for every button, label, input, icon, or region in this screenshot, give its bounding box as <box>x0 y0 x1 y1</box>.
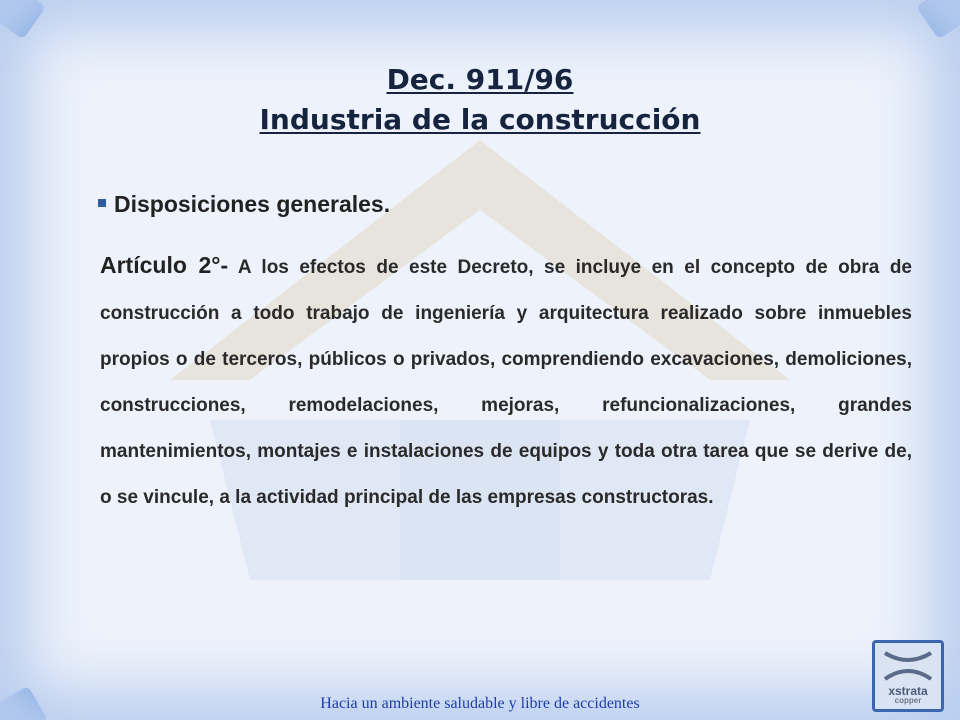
article-text: A los efectos de este Decreto, se incluye en el concepto de obra de construcción a todo trabajo de ingeniería y arquitectura realizado sobre inmuebles propios o de terceros, públicos o privados, comprendiendo excavaciones, demoliciones, construcciones, remodelaciones, mejoras, refuncionalizaciones, grandes mantenimientos, montajes e instalaciones de equipos y toda otra tarea que se derive de, o se vincule, a la actividad principal de las empresas constructoras. <box>100 257 912 508</box>
logo-name: xstrata <box>888 684 928 698</box>
logo-subtitle: copper <box>894 696 922 705</box>
page-title <box>0 60 960 140</box>
square-bullet-icon <box>98 199 106 207</box>
article-label: Artículo 2°- <box>100 252 229 278</box>
title-line-1: Dec. 911/96 <box>386 63 574 96</box>
xstrata-logo <box>872 640 944 712</box>
section-heading-text: Disposiciones generales. <box>114 191 391 217</box>
corner-decoration <box>0 0 46 40</box>
x-mark-icon <box>875 645 941 685</box>
title-line-2: Industria de la construcción <box>259 103 701 136</box>
footer-slogan: Hacia un ambiente saludable y libre de accidentes <box>320 695 640 712</box>
corner-decoration <box>916 0 960 40</box>
article-paragraph <box>100 242 912 521</box>
section-heading <box>98 188 878 220</box>
